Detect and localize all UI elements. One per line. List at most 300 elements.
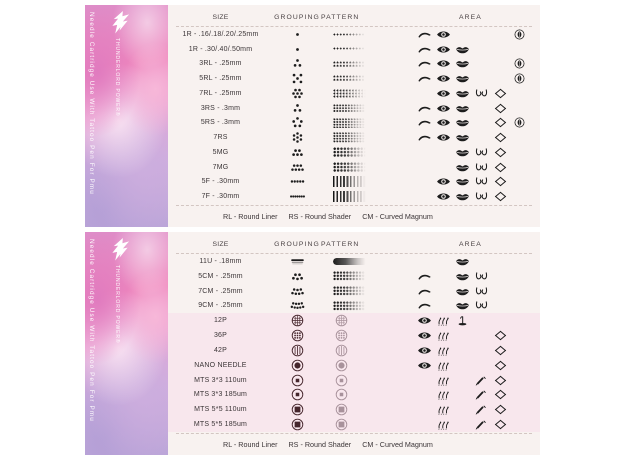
pattern-cell (321, 104, 391, 112)
pattern-cell (321, 344, 391, 357)
pattern-cell (321, 75, 391, 82)
pattern-cell (321, 47, 391, 50)
eye-icon (434, 29, 453, 40)
empty-slot (510, 176, 529, 187)
col-header-pattern: PATTERN (321, 240, 360, 248)
grouping-cell (273, 175, 321, 188)
empty-slot (453, 29, 472, 40)
table-body (168, 27, 540, 204)
pattern-strip (333, 147, 367, 157)
eye-icon (415, 315, 434, 326)
diamond-icon (491, 117, 510, 128)
table-row (168, 27, 540, 42)
hair-icon (434, 330, 453, 341)
circle-sq-s-icon (333, 388, 350, 401)
table-row (168, 145, 540, 160)
empty-slot (453, 389, 472, 400)
pattern-strip (333, 191, 367, 202)
brand-name-vertical: THUNDERLORD POWER® (114, 265, 120, 344)
grouping-cell (273, 374, 321, 387)
eye-icon (434, 103, 453, 114)
dot3-icon (289, 102, 306, 115)
brand-name-vertical: THUNDERLORD POWER® (114, 38, 120, 117)
diamond-icon (491, 404, 510, 415)
breast-icon (472, 300, 491, 311)
size-label: 7RL - .25mm (199, 89, 242, 97)
area-cell (391, 44, 540, 55)
empty-slot (472, 360, 491, 371)
pattern-cell (321, 271, 391, 281)
circle-sq-b-icon (289, 403, 306, 416)
table-row (168, 71, 540, 86)
circle-fill-icon (333, 359, 350, 372)
area-cell (391, 389, 540, 400)
grouping-cell (273, 285, 321, 298)
pattern-cell (321, 132, 391, 143)
empty-slot (510, 132, 529, 143)
empty-slot (510, 191, 529, 202)
size-label: 42P (213, 346, 228, 354)
col-header-area: AREA (459, 13, 482, 21)
brow-icon (415, 73, 434, 84)
diamond-icon (491, 88, 510, 99)
empty-slot (472, 132, 491, 143)
circle-lines-icon (289, 344, 306, 357)
area-cell (391, 256, 540, 267)
empty-slot (472, 29, 491, 40)
lips-icon (453, 103, 472, 114)
lips-icon (453, 162, 472, 173)
table-row (168, 160, 540, 175)
brow-icon (415, 132, 434, 143)
breast-icon (472, 286, 491, 297)
eye-icon (434, 176, 453, 187)
hair-icon (434, 315, 453, 326)
area-cell (391, 176, 540, 187)
empty-slot (415, 404, 434, 415)
area-cell (391, 419, 540, 430)
lips-icon (453, 58, 472, 69)
size-label: 3RL - .25mm (199, 60, 242, 68)
pattern-strip (333, 89, 367, 98)
circle-lines-icon (333, 344, 350, 357)
pattern-cell (321, 258, 391, 265)
size-label: 7CM - .25mm (198, 287, 243, 295)
pattern-cell (321, 191, 391, 202)
diamond-icon (491, 132, 510, 143)
circle-dots-icon (333, 329, 350, 342)
pattern-cell (321, 147, 391, 157)
lips-icon (453, 44, 472, 55)
empty-slot (472, 256, 491, 267)
pattern-strip (333, 75, 367, 82)
size-label: 1R - .16/.18/.20/.25mm (182, 30, 259, 38)
table-header (168, 9, 540, 25)
size-label: 7RS (213, 134, 228, 142)
empty-slot (510, 44, 529, 55)
grouping-cell (273, 270, 321, 283)
pattern-strip (333, 132, 367, 143)
breast-icon (472, 191, 491, 202)
size-label: 5RS - .3mm (200, 119, 241, 127)
brow-icon (415, 44, 434, 55)
table-row (168, 175, 540, 190)
size-label: MTS 5*5 110um (194, 406, 247, 414)
size-label: MTS 5*5 185um (193, 421, 248, 429)
area-cell (391, 300, 540, 311)
empty-slot (472, 58, 491, 69)
legend-cm: CM - Curved Magnum (362, 212, 433, 221)
breast-icon (472, 271, 491, 282)
empty-slot (415, 162, 434, 173)
col-header-size: SIZE (212, 13, 229, 21)
empty-slot (453, 330, 472, 341)
table-row (168, 358, 540, 373)
leaf-icon (510, 29, 529, 40)
empty-slot (472, 345, 491, 356)
breast-icon (472, 162, 491, 173)
pattern-strip (333, 258, 367, 265)
dot5x-icon (289, 72, 306, 85)
eye-icon (434, 73, 453, 84)
col-header-area: AREA (459, 240, 482, 248)
lips-icon (453, 256, 472, 267)
lips-icon (453, 191, 472, 202)
dot1-icon (289, 28, 306, 41)
pen-icon (472, 419, 491, 430)
pattern-cell (321, 301, 391, 311)
table-row (168, 189, 540, 204)
area-cell (391, 360, 540, 371)
empty-slot (472, 103, 491, 114)
empty-slot (453, 360, 472, 371)
eye-icon (434, 132, 453, 143)
table-legend (168, 434, 540, 455)
empty-slot (491, 286, 510, 297)
pattern-cell (321, 33, 391, 36)
dot5s-icon (289, 116, 306, 129)
pattern-cell (321, 314, 391, 327)
circle-sq-s-icon (289, 374, 306, 387)
size-label: 5F - .30mm (201, 178, 240, 186)
thunderlord-logo-icon (109, 10, 132, 35)
u11-icon (289, 255, 306, 268)
area-cell (391, 345, 540, 356)
eye-icon (415, 360, 434, 371)
area-cell (391, 117, 540, 128)
brow-icon (415, 117, 434, 128)
cm7-icon (289, 285, 306, 298)
pattern-cell (321, 286, 391, 296)
circle-sq-s-icon (289, 388, 306, 401)
lips-icon (453, 73, 472, 84)
empty-slot (472, 44, 491, 55)
grouping-cell (273, 388, 321, 401)
empty-slot (472, 117, 491, 128)
size-label: 36P (213, 332, 228, 340)
hair-icon (434, 419, 453, 430)
empty-slot (415, 147, 434, 158)
area-cell (391, 330, 540, 341)
diamond-icon (491, 162, 510, 173)
lips-icon (453, 300, 472, 311)
area-cell (391, 315, 540, 326)
legend-rl: RL - Round Liner (223, 440, 278, 449)
grouping-cell (273, 43, 321, 56)
empty-slot (434, 162, 453, 173)
area-cell (391, 162, 540, 173)
table-row (168, 298, 540, 313)
breast-icon (472, 88, 491, 99)
grouping-cell (273, 146, 321, 159)
empty-slot (510, 162, 529, 173)
area-cell (391, 29, 540, 40)
size-label: 5CM - .25mm (198, 272, 243, 280)
size-label: MTS 3*3 185um (193, 391, 248, 399)
diamond-icon (491, 419, 510, 430)
empty-slot (434, 271, 453, 282)
grouping-cell (273, 418, 321, 431)
dot7s-icon (289, 131, 306, 144)
table-row (168, 313, 540, 328)
area-cell (391, 73, 540, 84)
f5-icon (289, 175, 306, 188)
eye-icon (434, 44, 453, 55)
empty-slot (510, 147, 529, 158)
table-row (168, 402, 540, 417)
empty-slot (491, 256, 510, 267)
eye-icon (434, 117, 453, 128)
circle-dots-icon (289, 329, 306, 342)
brow-icon (415, 29, 434, 40)
table-row (168, 254, 540, 269)
leaf-icon (510, 117, 529, 128)
table-row (168, 387, 540, 402)
grouping-cell (273, 403, 321, 416)
circle-grid-icon (333, 314, 350, 327)
circle-sq-b-icon (289, 418, 306, 431)
size-label: MTS 3*3 110um (194, 376, 247, 384)
area-cell (391, 271, 540, 282)
grouping-cell (273, 28, 321, 41)
area-cell (391, 375, 540, 386)
empty-slot (491, 271, 510, 282)
needle-table-bottom (168, 232, 540, 455)
dot3-icon (289, 57, 306, 70)
eye-icon (434, 191, 453, 202)
mg5-icon (289, 146, 306, 159)
table-header (168, 236, 540, 252)
empty-slot (453, 404, 472, 415)
cm9-icon (289, 299, 306, 312)
table-row (168, 130, 540, 145)
empty-slot (491, 300, 510, 311)
diamond-icon (491, 330, 510, 341)
pattern-cell (321, 118, 391, 129)
lips-icon (453, 88, 472, 99)
breast-icon (472, 147, 491, 158)
hair-icon (434, 404, 453, 415)
pattern-cell (321, 329, 391, 342)
diamond-icon (491, 375, 510, 386)
circle-grid-icon (289, 314, 306, 327)
grouping-cell (273, 190, 321, 203)
pattern-strip (333, 118, 367, 129)
pen-icon (472, 375, 491, 386)
hair-icon (434, 345, 453, 356)
diamond-icon (491, 345, 510, 356)
diamond-icon (491, 103, 510, 114)
pattern-strip (333, 104, 367, 112)
pen-icon (472, 389, 491, 400)
table-row (168, 284, 540, 299)
empty-slot (453, 345, 472, 356)
empty-slot (510, 88, 529, 99)
lips-icon (453, 147, 472, 158)
empty-slot (434, 286, 453, 297)
table-row (168, 116, 540, 131)
size-label: NANO NEEDLE (194, 361, 247, 369)
col-header-grouping: GROUPING (274, 240, 320, 248)
size-label: 9CM - .25mm (198, 302, 243, 310)
needle-table-top (168, 5, 540, 227)
pattern-cell (321, 89, 391, 98)
leaf-icon (510, 58, 529, 69)
hair-icon (434, 389, 453, 400)
table-row (168, 373, 540, 388)
diamond-icon (491, 389, 510, 400)
grouping-cell (273, 161, 321, 174)
vertical-tagline: Needle Cartridge Use With Tattoo Pen For Pmu (88, 12, 95, 195)
area-cell (391, 404, 540, 415)
f7-icon (289, 190, 306, 203)
pattern-cell (321, 359, 391, 372)
cm5-icon (289, 270, 306, 283)
implant-icon (453, 315, 472, 326)
pattern-cell (321, 176, 391, 187)
area-cell (391, 88, 540, 99)
empty-slot (491, 29, 510, 40)
top-chart-card (85, 5, 540, 227)
breast-icon (472, 176, 491, 187)
pattern-strip (333, 176, 367, 187)
area-cell (391, 103, 540, 114)
grouping-cell (273, 87, 321, 100)
marble-sidebar (85, 232, 168, 455)
empty-slot (434, 300, 453, 311)
lips-icon (453, 176, 472, 187)
size-label: 11U - .18mm (199, 257, 242, 265)
empty-slot (415, 419, 434, 430)
eye-icon (434, 88, 453, 99)
circle-sq-b-icon (333, 403, 350, 416)
empty-slot (434, 256, 453, 267)
grouping-cell (273, 116, 321, 129)
area-cell (391, 286, 540, 297)
lips-icon (453, 271, 472, 282)
table-row (168, 269, 540, 284)
lips-icon (453, 117, 472, 128)
size-label: 7F - .30mm (201, 193, 240, 201)
col-header-grouping: GROUPING (274, 13, 320, 21)
pattern-strip (333, 61, 367, 68)
diamond-icon (491, 360, 510, 371)
eye-icon (415, 330, 434, 341)
table-legend (168, 206, 540, 227)
empty-slot (415, 375, 434, 386)
grouping-cell (273, 344, 321, 357)
legend-rs: RS - Round Shader (288, 440, 352, 449)
table-row (168, 86, 540, 101)
eye-icon (415, 345, 434, 356)
grouping-cell (273, 57, 321, 70)
diamond-icon (491, 147, 510, 158)
table-body (168, 254, 540, 432)
dot7-icon (289, 87, 306, 100)
brow-icon (415, 58, 434, 69)
bottom-chart-card (85, 232, 540, 455)
table-row (168, 42, 540, 57)
lips-icon (453, 286, 472, 297)
empty-slot (415, 389, 434, 400)
eye-icon (434, 58, 453, 69)
thunderlord-logo-icon (109, 237, 132, 262)
table-row (168, 101, 540, 116)
table-row (168, 328, 540, 343)
pattern-strip (333, 47, 367, 50)
empty-slot (472, 330, 491, 341)
pattern-cell (321, 403, 391, 416)
empty-slot (453, 419, 472, 430)
empty-slot (491, 44, 510, 55)
size-label: 7MG (212, 163, 229, 171)
pattern-cell (321, 418, 391, 431)
grouping-cell (273, 72, 321, 85)
mg7-icon (289, 161, 306, 174)
diamond-icon (491, 176, 510, 187)
grouping-cell (273, 314, 321, 327)
empty-slot (415, 191, 434, 202)
pattern-cell (321, 61, 391, 68)
size-label: 3RS - .3mm (200, 104, 241, 112)
brow-icon (415, 286, 434, 297)
size-label: 1R - .30/.40/.50mm (188, 45, 253, 53)
grouping-cell (273, 102, 321, 115)
grouping-cell (273, 359, 321, 372)
col-header-size: SIZE (212, 240, 229, 248)
circle-sq-s-icon (333, 374, 350, 387)
table-row (168, 343, 540, 358)
empty-slot (491, 58, 510, 69)
diamond-icon (491, 191, 510, 202)
grouping-cell (273, 299, 321, 312)
hair-icon (434, 360, 453, 371)
hair-icon (434, 375, 453, 386)
lips-icon (453, 132, 472, 143)
brow-icon (415, 103, 434, 114)
empty-slot (415, 176, 434, 187)
col-header-pattern: PATTERN (321, 13, 360, 21)
marble-sidebar (85, 5, 168, 227)
brow-icon (415, 271, 434, 282)
empty-slot (510, 103, 529, 114)
area-cell (391, 191, 540, 202)
pattern-cell (321, 162, 391, 172)
table-row (168, 57, 540, 72)
area-cell (391, 132, 540, 143)
circle-fill-icon (289, 359, 306, 372)
size-label: 5MG (212, 148, 229, 156)
